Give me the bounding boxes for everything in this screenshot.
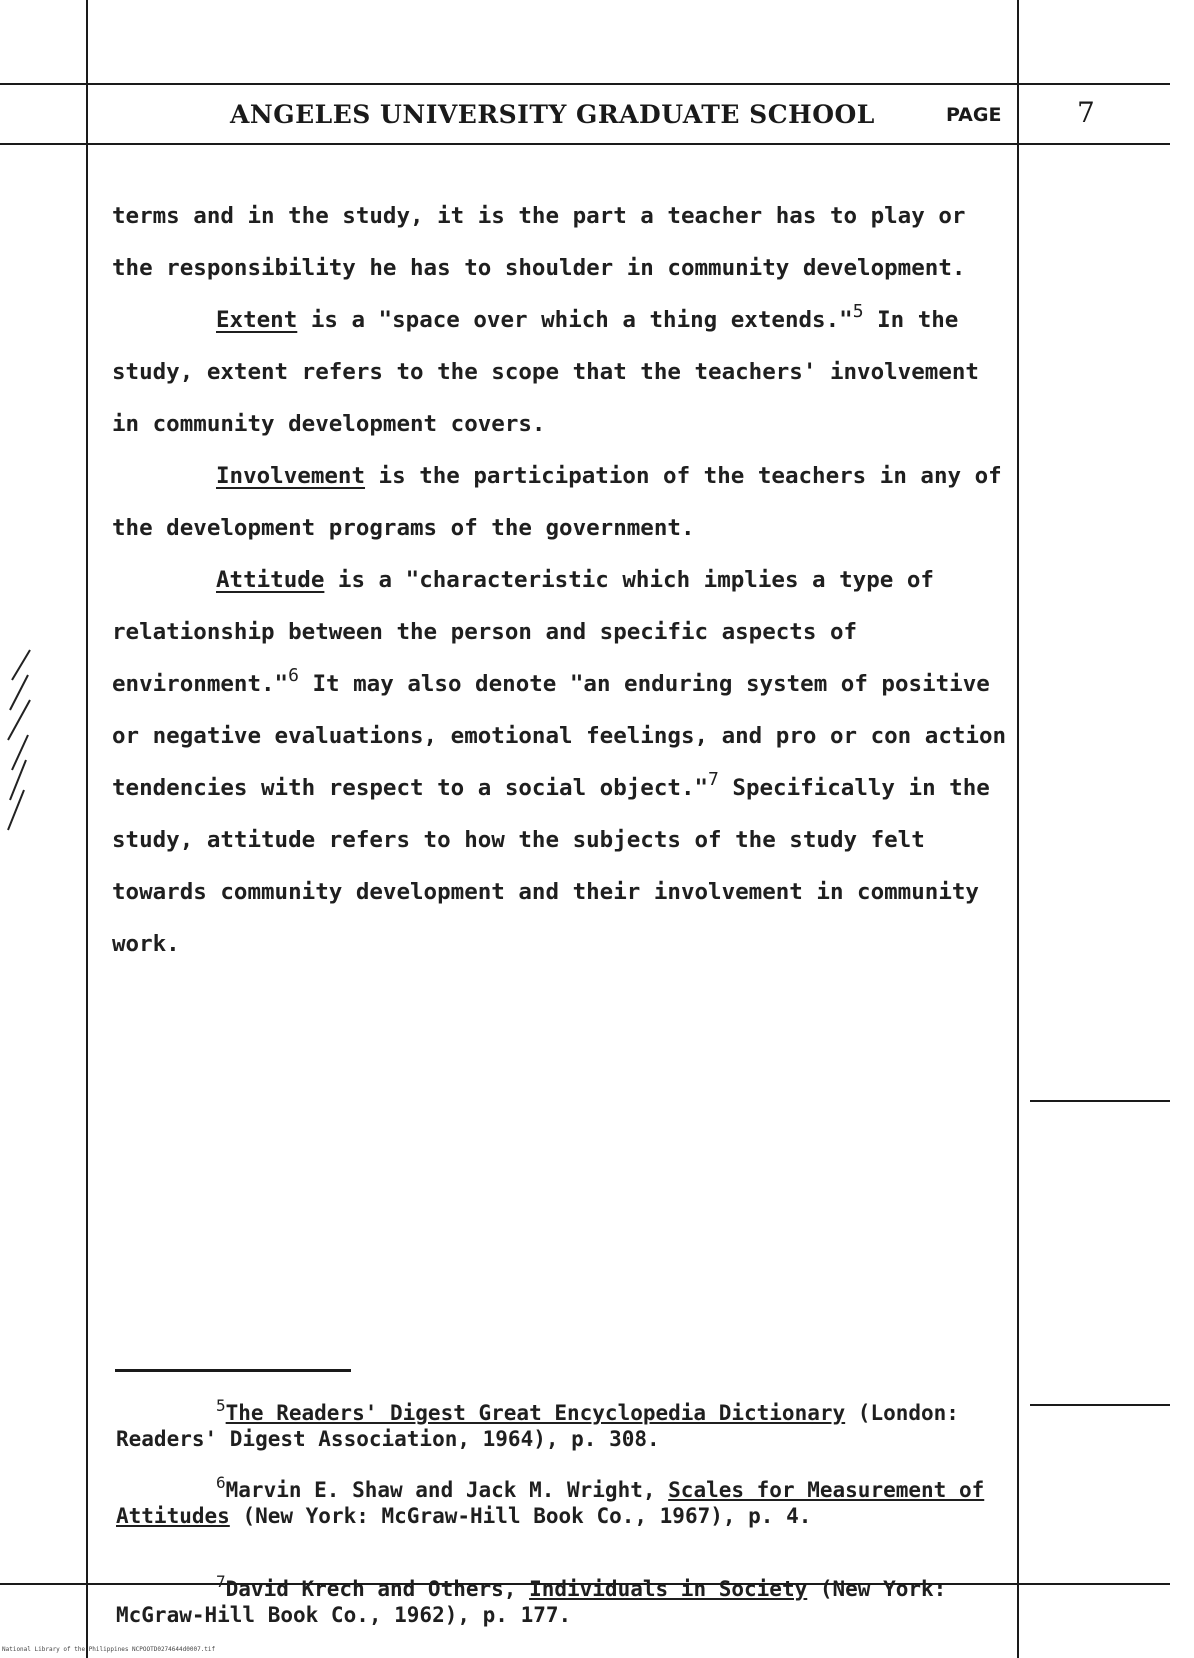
scanner-caption: National Library of the Philippines NCPOOTD0274644d0007.tif: [2, 1646, 216, 1653]
attitude-definition: is a "characteristic which implies a type of relationship between the person and specific aspects of environment.": [112, 567, 934, 697]
paragraph-attitude: [112, 554, 1017, 970]
extent-definition: is a "space over which a thing extends.": [297, 307, 853, 333]
footnote-5: $^5$The Readers' Digest Great Encyclopedia Dictionary (London: Readers' Digest Association, 1964), p. 308.: [116, 1396, 959, 1451]
term-attitude: Attitude: [216, 567, 325, 593]
footnote-ref-5: 5: [852, 301, 864, 322]
body-text: [112, 190, 1017, 970]
extent-in-study: In the study, extent refers to the scope that the teachers' involvement in community development covers.: [112, 307, 979, 437]
involvement-definition: is the participation of the teachers in any of the development programs of the government.: [112, 463, 1002, 541]
footnote-6: $^6$Marvin E. Shaw and Jack M. Wright, Scales for Measurement of Attitudes (New York: McGraw-Hill Book Co., 1967), p. 4.: [116, 1473, 985, 1528]
paragraph-involvement: [112, 450, 1017, 554]
paragraph-extent: [112, 294, 1017, 450]
term-extent: Extent: [216, 307, 298, 333]
page-number: 7: [1077, 96, 1095, 129]
footnote-title: Individuals in Society: [529, 1577, 808, 1601]
footnote-separator: [115, 1369, 351, 1372]
footnote-ref-7: 7: [708, 769, 719, 790]
page-label: PAGE: [946, 104, 1002, 126]
footnote-title: The Readers' Digest Great Encyclopedia Dictionary: [225, 1401, 846, 1425]
handwritten-margin-note: [0, 640, 40, 840]
right-margin-line-1: [1030, 1100, 1170, 1102]
right-margin-line-2: [1030, 1404, 1170, 1406]
attitude-in-study: Specifically in the study, attitude refers to how the subjects of the study felt towards community development and their involvement in community work.: [112, 775, 990, 957]
attitude-denote: It may also denote "an enduring system of positive or negative evaluations, emotional feelings, and pro or con action tendencies with respect to a social object.": [112, 671, 1007, 801]
header-top-line: [0, 83, 1170, 85]
footnote-ref-6: 6: [288, 665, 299, 686]
right-frame-line: [1017, 0, 1019, 1658]
footnote-7: $^7$David Krech and Others, Individuals in Society (New York: McGraw-Hill Book Co., 1962), p. 177.: [116, 1572, 947, 1627]
page-title: ANGELES UNIVERSITY GRADUATE SCHOOL: [230, 100, 875, 129]
left-frame-line: [86, 0, 88, 1658]
term-involvement: Involvement: [216, 463, 366, 489]
footnote-title: Scales for Measurement of Attitudes: [116, 1478, 985, 1528]
header-bottom-line: [0, 143, 1170, 145]
paragraph-1: terms and in the study, it is the part a teacher has to play or the responsibility he has to shoulder in community development.: [112, 203, 966, 281]
